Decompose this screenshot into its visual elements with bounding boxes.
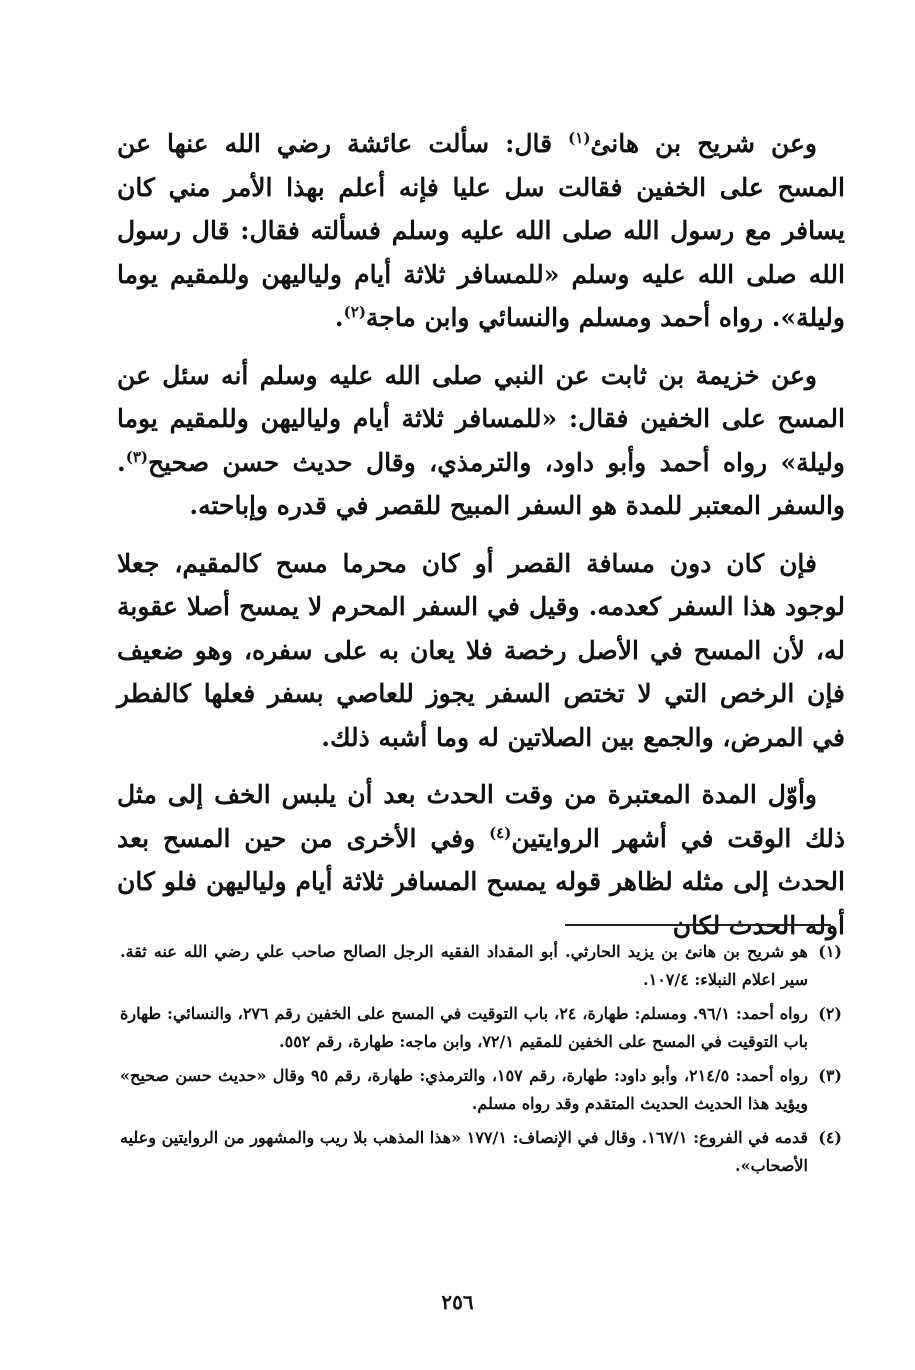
paragraph-2	[117, 354, 845, 528]
footnote-separator	[565, 924, 831, 926]
text-span: . والسفر المعتبر للمدة هو السفر المبيح للقصر في قدره وإباحته.	[117, 447, 845, 520]
text-span: وأوّل المدة المعتبرة من وقت الحدث بعد أن يلبس الخف إلى مثل ذلك الوقت في أشهر الروايتين	[117, 780, 846, 853]
footnote-3	[120, 1062, 842, 1118]
footnote-text: قدمه في الفروع: ١٦٧/١. وقال في الإنصاف: ١٧٧/١ «هذا المذهب بلا ريب والمشهور من الروايتين وعليه الأصحاب».	[120, 1128, 808, 1175]
footnote-ref-1[interactable]: (١)	[568, 129, 591, 147]
footnote-text: رواه أحمد: ٩٦/١. ومسلم: طهارة، ٢٤، باب التوقيت في المسح على الخفين رقم ٢٧٦، والنسائي: طهارة باب التوقيت في المسح على الخفين للمقيم ٧٢/١، وابن ماجه: طهارة، رقم ٥٥٢.	[120, 1004, 809, 1051]
footnote-number: (١)	[818, 942, 842, 961]
text-span: وعن خزيمة بن ثابت عن النبي صلى الله عليه وسلم أنه سئل عن المسح على الخفين فقال: «للمسافر ثلاثة أيام ولياليهن وللمقيم يوما وليلة» رواه أحمد وأبو داود، والترمذي، وقال حديث حسن صحيح	[117, 360, 845, 477]
footnote-2	[120, 1000, 842, 1056]
footnote-ref-3[interactable]: (٣)	[125, 447, 148, 466]
footnote-ref-2[interactable]: (٢)	[343, 303, 366, 321]
footnote-number: (٣)	[818, 1066, 842, 1085]
paragraph-1	[117, 122, 845, 340]
paragraph-4	[117, 773, 845, 947]
text-span: .	[334, 303, 344, 332]
footnotes	[120, 938, 842, 1186]
footnote-number: (٢)	[818, 1004, 842, 1023]
footnote-4	[120, 1124, 842, 1180]
text-span: وفي الأخرى من حين المسح بعد الحدث إلى مثله لظاهر قوله يمسح المسافر ثلاثة أيام ولياليهن فلو كان أوله الحدث لكان	[117, 823, 845, 940]
text-span: وعن شريح بن هانئ	[590, 129, 817, 158]
text-span: قال: سألت عائشة رضي الله عنها عن المسح على الخفين فقالت سل عليا فإنه أعلم بهذا الأمر مني كان يسافر مع رسول الله صلى الله عليه وسلم فسألته فقال: قال رسول الله صلى الله عليه وسلم «للمسافر ثلاثة أيام ولياليهن وللمقيم يوما وليلة». رواه أحمد ومسلم والنسائي وابن ماجة	[117, 129, 845, 332]
footnote-1	[120, 938, 842, 994]
footnote-text: رواه أحمد: ٢١٤/٥، وأبو داود: طهارة، رقم ١٥٧، والترمذي: طهارة، رقم ٩٥ وقال «حديث حسن صحيح» ويؤيد هذا الحديث الحديث المتقدم وقد رواه مسلم.	[120, 1066, 809, 1113]
page-number: ٢٥٦	[441, 1290, 474, 1314]
footnote-ref-4[interactable]: (٤)	[489, 823, 512, 842]
paragraph-3: فإن كان دون مسافة القصر أو كان محرما مسح كالمقيم، جعلا لوجود هذا السفر كعدمه. وقيل في السفر المحرم لا يمسح أصلا عقوبة له، لأن المسح في الأصل رخصة فلا يعان به على سفره، وهو ضعيف فإن الرخص التي لا تختص السفر يجوز للعاصي بسفر فعلها كالفطر في المرض، والجمع بين الصلاتين له وما أشبه ذلك.	[117, 548, 845, 752]
footnote-number: (٤)	[818, 1128, 842, 1147]
main-text	[117, 122, 845, 961]
footnote-text: هو شريح بن هانئ بن يزيد الحارثي. أبو المقداد الفقيه الرجل الصالح صاحب علي رضي الله عنه ثقة. سير اعلام النبلاء: ١٠٧/٤.	[120, 942, 808, 989]
